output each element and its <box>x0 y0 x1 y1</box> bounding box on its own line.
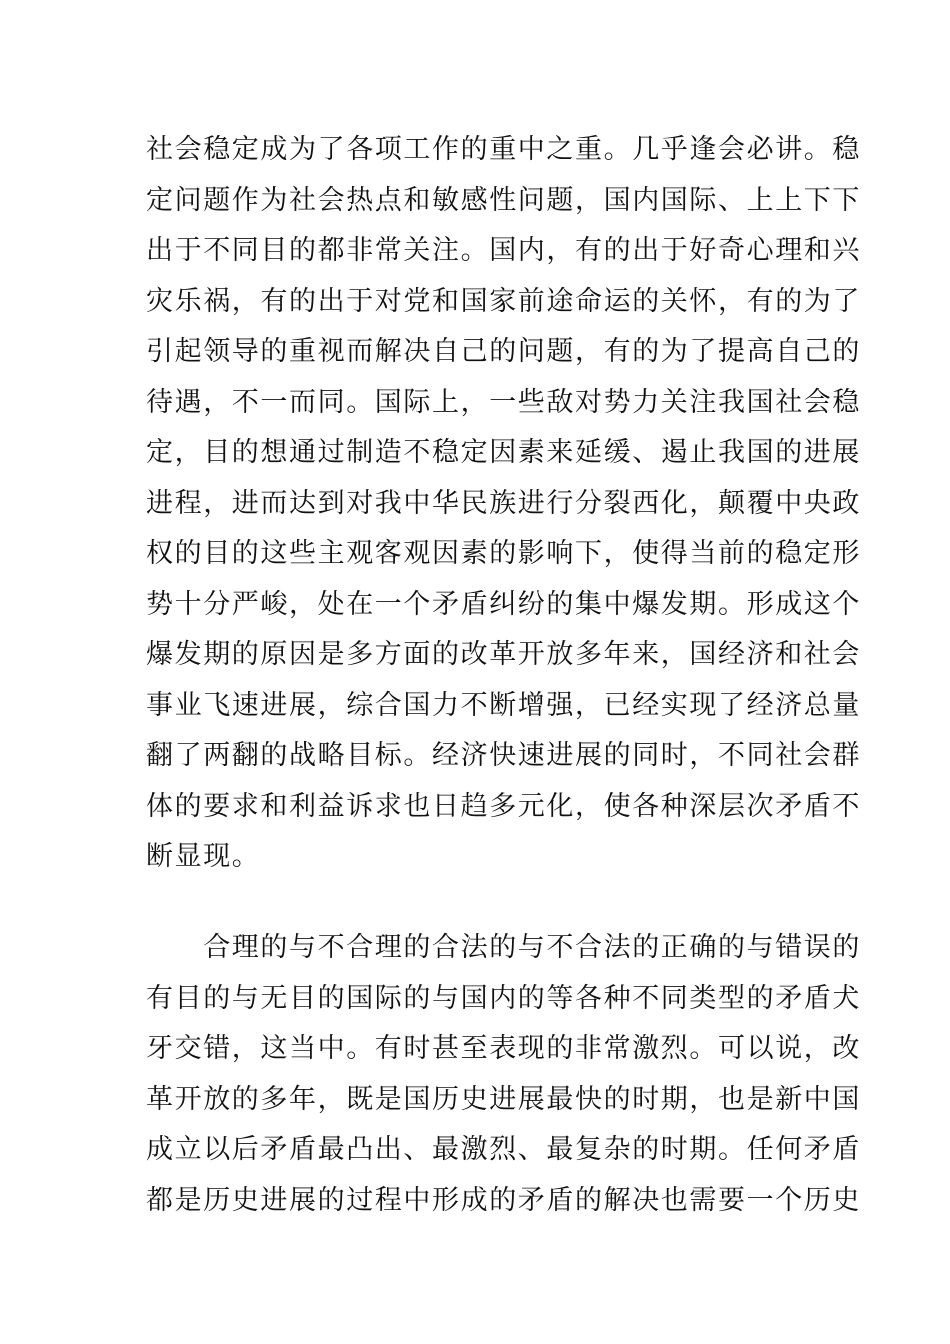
text-line: 牙交错，这当中。有时甚至表现的非常激烈。可以说，改 <box>146 1033 861 1064</box>
text-line: 合理的与不合理的合法的与不合法的正确的与错误的 <box>146 932 861 963</box>
text-line: 社会稳定成为了各项工作的重中之重。几乎逢会必讲。稳 <box>146 134 861 165</box>
text-line: 爆发期的原因是多方面的改革开放多年来，国经济和社会 <box>146 639 861 670</box>
text-line: 进程，进而达到对我中华民族进行分裂西化，颠覆中央政 <box>146 487 861 519</box>
text-line: 体的要求和利益诉求也日趋多元化，使各种深层次矛盾不 <box>146 790 861 822</box>
text-line: 势十分严峻，处在一个矛盾纠纷的集中爆发期。形成这个 <box>146 588 861 620</box>
text-line: 权的目的这些主观客观因素的影响下，使得当前的稳定形 <box>146 538 861 569</box>
text-line: 事业飞速进展，综合国力不断增强，已经实现了经济总量 <box>146 689 861 721</box>
text-line: 断显现。 <box>146 841 261 872</box>
text-line: 成立以后矛盾最凸出、最激烈、最复杂的时期。任何矛盾 <box>146 1134 861 1165</box>
text-line: 都是历史进展的过程中形成的矛盾的解决也需要一个历史 <box>146 1184 861 1216</box>
text-line: 出于不同目的都非常关注。国内，有的出于好奇心理和兴 <box>146 235 861 266</box>
text-line: 有目的与无目的国际的与国内的等各种不同类型的矛盾犬 <box>146 982 861 1014</box>
text-line: 灾乐祸，有的出于对党和国家前途命运的关怀，有的为了 <box>146 285 861 317</box>
text-line: 翻了两翻的战略目标。经济快速进展的同时，不同社会群 <box>146 740 861 771</box>
text-line: 待遇，不一而同。国际上，一些敌对势力关注我国社会稳 <box>146 386 861 418</box>
text-line: 定，目的想通过制造不稳定因素来延缓、遏止我国的进展 <box>146 437 861 468</box>
paragraph-1 <box>146 125 861 883</box>
text-line: 引起领导的重视而解决自己的问题，有的为了提高自己的 <box>146 336 861 367</box>
text-line: 定问题作为社会热点和敏感性问题，国内国际、上上下下 <box>146 184 861 216</box>
text-line: 革开放的多年，既是国历史进展最快的时期，也是新中国 <box>146 1083 861 1115</box>
paragraph-2 <box>146 923 861 1226</box>
